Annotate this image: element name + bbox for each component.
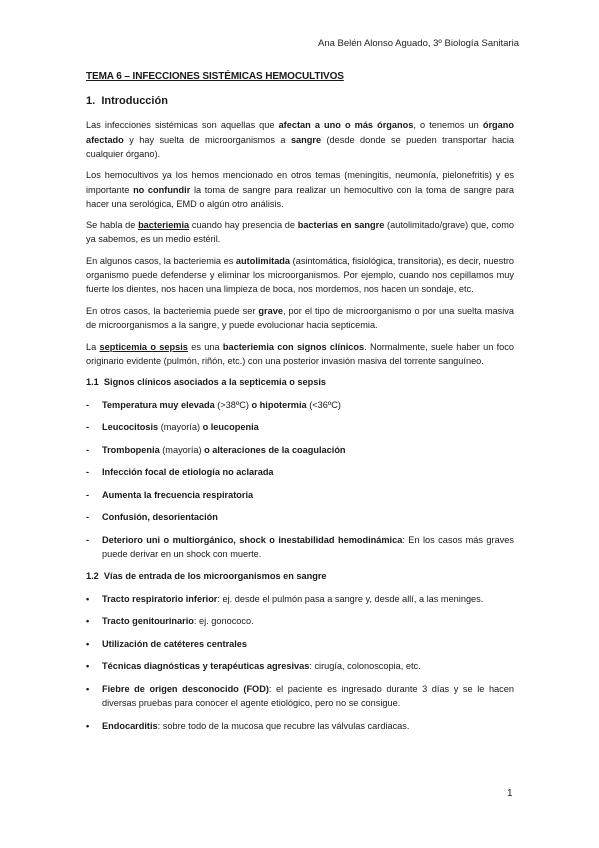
text: : En los casos más graves puede derivar en un shock con muerte. <box>102 534 515 559</box>
list-item <box>86 637 514 651</box>
document-body <box>86 70 514 741</box>
list-marker: - <box>86 444 90 455</box>
bold-text: Deterioro uni o multiorgánico, shock o inestabilidad hemodinámica <box>102 534 403 545</box>
section-number: 1. <box>86 95 96 108</box>
section-heading-introduccion <box>86 94 514 108</box>
document-title: TEMA 6 – INFECCIONES SISTÉMICAS HEMOCULTIVOS <box>86 71 344 82</box>
bold-text: afectan a uno o más órganos <box>278 120 414 131</box>
bold-text: bacteriemia con signos clínicos <box>222 341 365 352</box>
text: : sobre todo de la mucosa que recubre las válvulas cardiacas. <box>157 720 410 731</box>
paragraph-4 <box>86 254 514 297</box>
bold-text: Leucocitosis <box>102 422 159 433</box>
list-item-text <box>102 637 514 651</box>
paragraph-6 <box>86 340 514 368</box>
text: En otros casos, la bacteriemia puede ser <box>86 305 259 316</box>
text: . Normalmente, suele haber un foco originario evidente (pulmón, riñón, etc.) con una posterior invasión masiva del torrente sanguíneo. <box>86 341 514 366</box>
text: (<36ºC) <box>306 399 341 410</box>
bold-text: autolimitada <box>235 255 291 266</box>
subsection-heading-vias <box>86 569 514 583</box>
text: es una <box>187 341 223 352</box>
list-marker: • <box>86 661 90 672</box>
list-marker: • <box>86 720 90 731</box>
text: En algunos casos, la bacteriemia es <box>86 255 236 266</box>
subsection-number: 1.1 <box>86 377 99 388</box>
bold-text: Confusión, desorientación <box>102 512 218 523</box>
text: , por el tipo de microorganismo o por una suelta masiva de microorganismos a la sangre, y puede evolucionar hacia septicemia. <box>86 305 514 331</box>
bold-text: grave <box>258 305 283 316</box>
list-marker: - <box>86 512 90 523</box>
text: (>38ºC) <box>214 399 252 410</box>
text: (desde donde se pueden transportar hacia cualquier órgano). <box>86 134 514 159</box>
list-item <box>86 510 514 524</box>
paragraph-3 <box>86 218 514 246</box>
text: Los hemocultivos ya los hemos mencionado en otros temas (meningitis, neumonía, pielonefritis) y es importante <box>86 170 514 195</box>
bold-text: Fiebre de origen desconocido (FOD) <box>102 683 269 694</box>
bold-text: Endocarditis <box>102 720 158 731</box>
bold-text: Tracto respiratorio inferior <box>102 593 218 604</box>
bold-text: Técnicas diagnósticas y terapéuticas agresivas <box>102 661 310 672</box>
list-item-text <box>102 682 514 710</box>
list-marker: - <box>86 422 90 433</box>
list-item <box>86 443 514 457</box>
text: : ej. desde el pulmón pasa a sangre y, desde allí, a las meninges. <box>217 593 484 604</box>
list-item-text <box>102 420 514 434</box>
list-item <box>86 719 514 733</box>
section-label: Introducción <box>101 95 168 108</box>
subsection-label: Signos clínicos asociados a la septicemia o sepsis <box>103 377 327 388</box>
text: La <box>86 341 100 352</box>
text: la toma de sangre para realizar un hemocultivo con la toma de sangre para hacer una serológica, EMD o algún otro análisis. <box>86 184 515 209</box>
list-item-text <box>102 443 514 457</box>
list-item <box>86 533 514 561</box>
list-item-text <box>102 533 514 561</box>
subsection-label: Vías de entrada de los microorganismos en sangre <box>103 571 327 582</box>
list-item-text <box>102 592 514 606</box>
subsection-heading-signos <box>86 375 514 389</box>
text: : ej. gonococo. <box>193 616 254 627</box>
bold-text: bacterias en sangre <box>297 220 385 231</box>
list-item <box>86 420 514 434</box>
list-item-text <box>102 398 514 412</box>
list-item <box>86 682 514 710</box>
list-item <box>86 398 514 412</box>
bold-text: sangre <box>290 134 322 145</box>
list-item <box>86 659 514 673</box>
page-number: 1 <box>507 788 513 799</box>
subsection-number: 1.2 <box>86 571 99 582</box>
routes-list <box>86 592 514 733</box>
list-marker: • <box>86 593 90 604</box>
text: , o tenemos un <box>413 120 483 131</box>
text: Se habla de <box>86 220 139 231</box>
paragraph-2 <box>86 168 514 211</box>
list-item <box>86 614 514 628</box>
page-header: Ana Belén Alonso Aguado, 3º Biología Sanitaria <box>317 38 519 49</box>
bold-text: órgano afectado <box>86 120 514 145</box>
bold-text: Trombopenia <box>102 444 160 455</box>
bold-text: o leucopenia <box>202 422 259 433</box>
bold-text: Aumenta la frecuencia respiratoria <box>102 489 254 500</box>
list-marker: - <box>86 534 90 545</box>
bold-text: Utilización de catéteres centrales <box>102 638 248 649</box>
list-marker: • <box>86 683 90 694</box>
text: (mayoría) <box>158 422 203 433</box>
bold-text: no confundir <box>133 184 191 195</box>
text: (asintomática, fisiológica, transitoria), es decir, nuestro organismo puede defenderse y eliminar los microorganismos. Por ejemplo, cuando nos cepillamos muy fuerte los dientes, nos hacen una limpieza de boca, nos mordemos, nos hacen un sondaje, etc. <box>86 255 514 295</box>
text: (mayoría) <box>159 444 205 455</box>
bold-text: Temperatura muy elevada <box>102 399 215 410</box>
list-item-text <box>102 614 514 628</box>
list-item-text <box>102 510 514 524</box>
list-item <box>86 488 514 502</box>
list-item-text <box>102 659 514 673</box>
list-marker: - <box>86 489 90 500</box>
bold-text: o alteraciones de la coagulación <box>204 444 346 455</box>
list-item <box>86 465 514 479</box>
text: : cirugía, colonoscopia, etc. <box>309 661 421 672</box>
bold-text: Tracto genitourinario <box>102 616 194 627</box>
text: : el paciente es ingresado durante 3 días y se le hacen diversas pruebas para conocer el agente etiológico, pero no se consigue. <box>102 683 514 709</box>
list-marker: - <box>86 399 90 410</box>
list-item-text <box>102 488 514 502</box>
text: cuando hay presencia de <box>189 220 298 231</box>
bold-underlined-text: bacteriemia <box>138 220 190 231</box>
text: (autolimitado/grave) que, como ya sabemos, es un medio estéril. <box>86 220 514 245</box>
list-marker: • <box>86 638 90 649</box>
paragraph-5 <box>86 304 514 332</box>
list-marker: - <box>86 467 90 478</box>
signs-list <box>86 398 514 561</box>
list-item <box>86 592 514 606</box>
bold-text: Infección focal de etiología no aclarada <box>102 467 274 478</box>
bold-underlined-text: septicemia o sepsis <box>99 341 188 352</box>
bold-text: o hipotermia <box>251 399 307 410</box>
text: y hay suelta de microorganismos a <box>123 134 291 145</box>
text: Las infecciones sistémicas son aquellas que <box>86 120 279 131</box>
list-item-text <box>102 465 514 479</box>
list-marker: • <box>86 616 90 627</box>
paragraph-1 <box>86 118 514 161</box>
list-item-text <box>102 719 514 733</box>
